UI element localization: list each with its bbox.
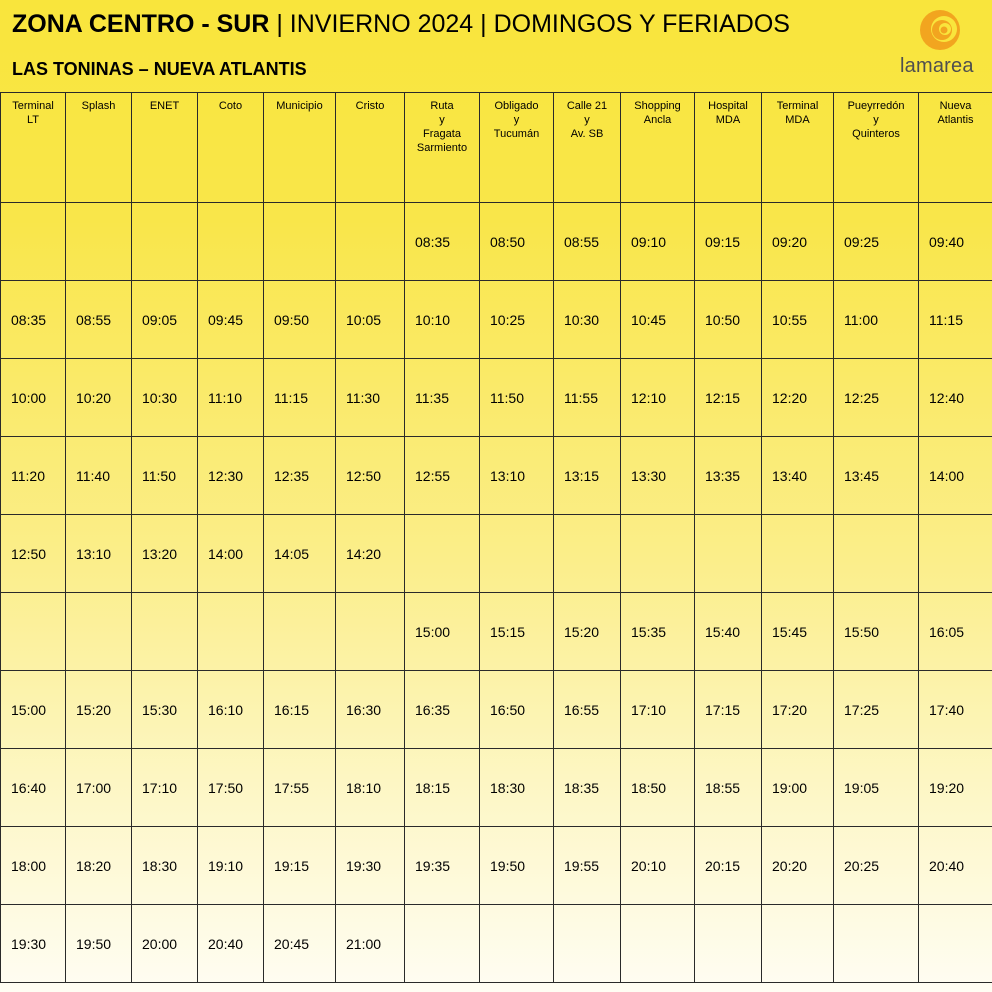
- column-header-line: Municipio: [276, 100, 323, 112]
- time-cell: 12:20: [762, 359, 834, 437]
- time-cell: 09:50: [264, 281, 336, 359]
- time-cell: 11:30: [336, 359, 405, 437]
- time-cell: 12:15: [695, 359, 762, 437]
- column-header-line: Sarmiento: [416, 142, 468, 154]
- time-cell: [198, 203, 264, 281]
- time-cell: 10:00: [1, 359, 66, 437]
- time-cell: [554, 515, 621, 593]
- time-cell: 10:25: [480, 281, 554, 359]
- column-header: [264, 93, 336, 203]
- time-cell: 15:30: [132, 671, 198, 749]
- schedule-table: [0, 92, 992, 983]
- time-cell: 13:45: [834, 437, 919, 515]
- time-cell: 16:40: [1, 749, 66, 827]
- time-cell: 11:35: [405, 359, 480, 437]
- column-header: [621, 93, 695, 203]
- table-row: [1, 281, 992, 359]
- column-header-line: Terminal: [12, 100, 54, 112]
- time-cell: 18:10: [336, 749, 405, 827]
- header-row: [1, 93, 992, 203]
- brand-logo: [898, 8, 988, 78]
- time-cell: 11:15: [919, 281, 992, 359]
- time-cell: 16:15: [264, 671, 336, 749]
- column-header: [336, 93, 405, 203]
- time-cell: 17:10: [132, 749, 198, 827]
- time-cell: 11:20: [1, 437, 66, 515]
- time-cell: [198, 593, 264, 671]
- column-header-line: Coto: [218, 100, 243, 112]
- time-cell: 11:00: [834, 281, 919, 359]
- time-cell: [480, 905, 554, 983]
- time-cell: 19:10: [198, 827, 264, 905]
- table-row: [1, 203, 992, 281]
- time-cell: 12:55: [405, 437, 480, 515]
- time-cell: 19:30: [336, 827, 405, 905]
- time-cell: 21:00: [336, 905, 405, 983]
- column-header-line: Fragata: [423, 128, 461, 140]
- time-cell: [405, 515, 480, 593]
- time-cell: 08:35: [405, 203, 480, 281]
- table-row: [1, 749, 992, 827]
- time-cell: 12:50: [1, 515, 66, 593]
- time-cell: 14:20: [336, 515, 405, 593]
- time-cell: 19:00: [762, 749, 834, 827]
- time-cell: 14:00: [919, 437, 992, 515]
- time-cell: 18:00: [1, 827, 66, 905]
- time-cell: 18:55: [695, 749, 762, 827]
- table-row: [1, 671, 992, 749]
- time-cell: [621, 905, 695, 983]
- time-cell: [621, 515, 695, 593]
- time-cell: 19:05: [834, 749, 919, 827]
- time-cell: [336, 593, 405, 671]
- time-cell: 17:20: [762, 671, 834, 749]
- time-cell: 10:10: [405, 281, 480, 359]
- title-route: ZONA CENTRO - SUR: [12, 10, 270, 38]
- time-cell: [762, 905, 834, 983]
- time-cell: [762, 515, 834, 593]
- time-cell: 18:50: [621, 749, 695, 827]
- time-cell: 10:05: [336, 281, 405, 359]
- column-header-line: Quinteros: [852, 128, 900, 140]
- time-cell: [695, 905, 762, 983]
- time-cell: 19:50: [480, 827, 554, 905]
- time-cell: 13:20: [132, 515, 198, 593]
- time-cell: 12:25: [834, 359, 919, 437]
- column-header-line: LT: [26, 114, 40, 126]
- column-header: [480, 93, 554, 203]
- time-cell: 11:55: [554, 359, 621, 437]
- time-cell: 20:25: [834, 827, 919, 905]
- time-cell: [264, 203, 336, 281]
- time-cell: 17:50: [198, 749, 264, 827]
- column-header-line: MDA: [785, 114, 810, 126]
- time-cell: 15:00: [405, 593, 480, 671]
- time-cell: 16:35: [405, 671, 480, 749]
- time-cell: 09:25: [834, 203, 919, 281]
- column-header: [405, 93, 480, 203]
- time-cell: 18:20: [66, 827, 132, 905]
- page-title: [12, 10, 790, 39]
- table-row: [1, 359, 992, 437]
- time-cell: [1, 203, 66, 281]
- table-row: [1, 905, 992, 983]
- time-cell: 18:30: [132, 827, 198, 905]
- time-cell: 18:15: [405, 749, 480, 827]
- time-cell: 09:10: [621, 203, 695, 281]
- time-cell: [554, 905, 621, 983]
- snail-spiral-logo-icon: [918, 8, 962, 52]
- time-cell: 12:35: [264, 437, 336, 515]
- time-cell: [264, 593, 336, 671]
- column-header-line: ENET: [149, 100, 180, 112]
- time-cell: 13:30: [621, 437, 695, 515]
- time-cell: 10:30: [132, 359, 198, 437]
- time-cell: 18:35: [554, 749, 621, 827]
- column-header-line: Terminal: [776, 100, 819, 112]
- time-cell: 08:55: [554, 203, 621, 281]
- time-cell: 09:20: [762, 203, 834, 281]
- column-header: [762, 93, 834, 203]
- time-cell: 12:30: [198, 437, 264, 515]
- time-cell: [1, 593, 66, 671]
- time-cell: [480, 515, 554, 593]
- time-cell: [695, 515, 762, 593]
- time-cell: 12:50: [336, 437, 405, 515]
- time-cell: 09:45: [198, 281, 264, 359]
- time-cell: 11:50: [480, 359, 554, 437]
- time-cell: 17:40: [919, 671, 992, 749]
- time-cell: [834, 905, 919, 983]
- time-cell: 16:10: [198, 671, 264, 749]
- column-header-line: Obligado: [494, 100, 539, 112]
- column-header-line: Hospital: [708, 100, 748, 112]
- time-cell: 13:15: [554, 437, 621, 515]
- time-cell: 13:10: [480, 437, 554, 515]
- logo-text: lamarea: [900, 55, 974, 77]
- time-cell: 15:15: [480, 593, 554, 671]
- column-header: [66, 93, 132, 203]
- column-header-line: Ruta: [430, 100, 454, 112]
- table-row: [1, 515, 992, 593]
- column-header: [695, 93, 762, 203]
- time-cell: 19:15: [264, 827, 336, 905]
- time-cell: [919, 905, 992, 983]
- time-cell: 10:50: [695, 281, 762, 359]
- column-header: [834, 93, 919, 203]
- time-cell: 19:30: [1, 905, 66, 983]
- title-season: | INVIERNO 2024 | DOMINGOS Y FERIADOS: [269, 10, 790, 38]
- time-cell: 19:55: [554, 827, 621, 905]
- time-cell: [132, 203, 198, 281]
- time-cell: 14:05: [264, 515, 336, 593]
- column-header-line: Tucumán: [493, 128, 540, 140]
- time-cell: 20:15: [695, 827, 762, 905]
- time-cell: [66, 203, 132, 281]
- time-cell: 20:10: [621, 827, 695, 905]
- time-cell: 13:35: [695, 437, 762, 515]
- time-cell: 11:50: [132, 437, 198, 515]
- time-cell: 15:50: [834, 593, 919, 671]
- time-cell: 08:35: [1, 281, 66, 359]
- time-cell: 15:45: [762, 593, 834, 671]
- column-header: [1, 93, 66, 203]
- time-cell: 17:10: [621, 671, 695, 749]
- time-cell: 11:40: [66, 437, 132, 515]
- table-row: [1, 593, 992, 671]
- column-header: [198, 93, 264, 203]
- time-cell: 15:00: [1, 671, 66, 749]
- time-cell: 12:40: [919, 359, 992, 437]
- schedule-body: [1, 203, 992, 983]
- time-cell: 11:10: [198, 359, 264, 437]
- column-header-line: Shopping: [634, 100, 681, 112]
- time-cell: 15:35: [621, 593, 695, 671]
- time-cell: 20:40: [919, 827, 992, 905]
- time-cell: 15:40: [695, 593, 762, 671]
- time-cell: 09:05: [132, 281, 198, 359]
- time-cell: 10:45: [621, 281, 695, 359]
- time-cell: [66, 593, 132, 671]
- time-cell: 10:30: [554, 281, 621, 359]
- column-header-line: Av. SB: [570, 128, 604, 140]
- column-header-line: Splash: [81, 100, 116, 112]
- time-cell: 19:35: [405, 827, 480, 905]
- time-cell: 13:10: [66, 515, 132, 593]
- table-row: [1, 827, 992, 905]
- time-cell: 19:50: [66, 905, 132, 983]
- time-cell: [919, 515, 992, 593]
- time-cell: 15:20: [66, 671, 132, 749]
- column-header-line: Pueyrredón: [847, 100, 905, 112]
- column-header: [554, 93, 621, 203]
- time-cell: 16:50: [480, 671, 554, 749]
- time-cell: 13:40: [762, 437, 834, 515]
- time-cell: 14:00: [198, 515, 264, 593]
- column-header: [919, 93, 992, 203]
- time-cell: 17:15: [695, 671, 762, 749]
- time-cell: 17:00: [66, 749, 132, 827]
- column-header-line: Atlantis: [937, 114, 974, 126]
- time-cell: 11:15: [264, 359, 336, 437]
- table-row: [1, 437, 992, 515]
- column-header-line: Ancla: [643, 114, 672, 126]
- time-cell: 12:10: [621, 359, 695, 437]
- time-cell: [336, 203, 405, 281]
- column-header-line: y: [439, 114, 445, 126]
- column-header: [132, 93, 198, 203]
- time-cell: 20:40: [198, 905, 264, 983]
- time-cell: [405, 905, 480, 983]
- time-cell: 15:20: [554, 593, 621, 671]
- time-cell: 20:00: [132, 905, 198, 983]
- time-cell: [834, 515, 919, 593]
- time-cell: 16:30: [336, 671, 405, 749]
- time-cell: 19:20: [919, 749, 992, 827]
- column-header-line: y: [873, 114, 879, 126]
- time-cell: 09:15: [695, 203, 762, 281]
- time-cell: 08:55: [66, 281, 132, 359]
- column-header-line: y: [584, 114, 590, 126]
- column-header-line: y: [513, 114, 520, 126]
- column-header-line: Nueva: [939, 100, 972, 112]
- route-subtitle: LAS TONINAS – NUEVA ATLANTIS: [12, 59, 307, 79]
- time-cell: 20:45: [264, 905, 336, 983]
- time-cell: 10:55: [762, 281, 834, 359]
- column-header-line: Calle 21: [566, 100, 608, 112]
- time-cell: 09:40: [919, 203, 992, 281]
- column-header-line: Cristo: [355, 100, 385, 112]
- time-cell: 20:20: [762, 827, 834, 905]
- time-cell: 16:05: [919, 593, 992, 671]
- time-cell: 18:30: [480, 749, 554, 827]
- column-header-line: MDA: [715, 114, 741, 126]
- time-cell: 17:55: [264, 749, 336, 827]
- time-cell: 10:20: [66, 359, 132, 437]
- header: [0, 0, 992, 92]
- time-cell: 08:50: [480, 203, 554, 281]
- time-cell: 16:55: [554, 671, 621, 749]
- time-cell: 17:25: [834, 671, 919, 749]
- time-cell: [132, 593, 198, 671]
